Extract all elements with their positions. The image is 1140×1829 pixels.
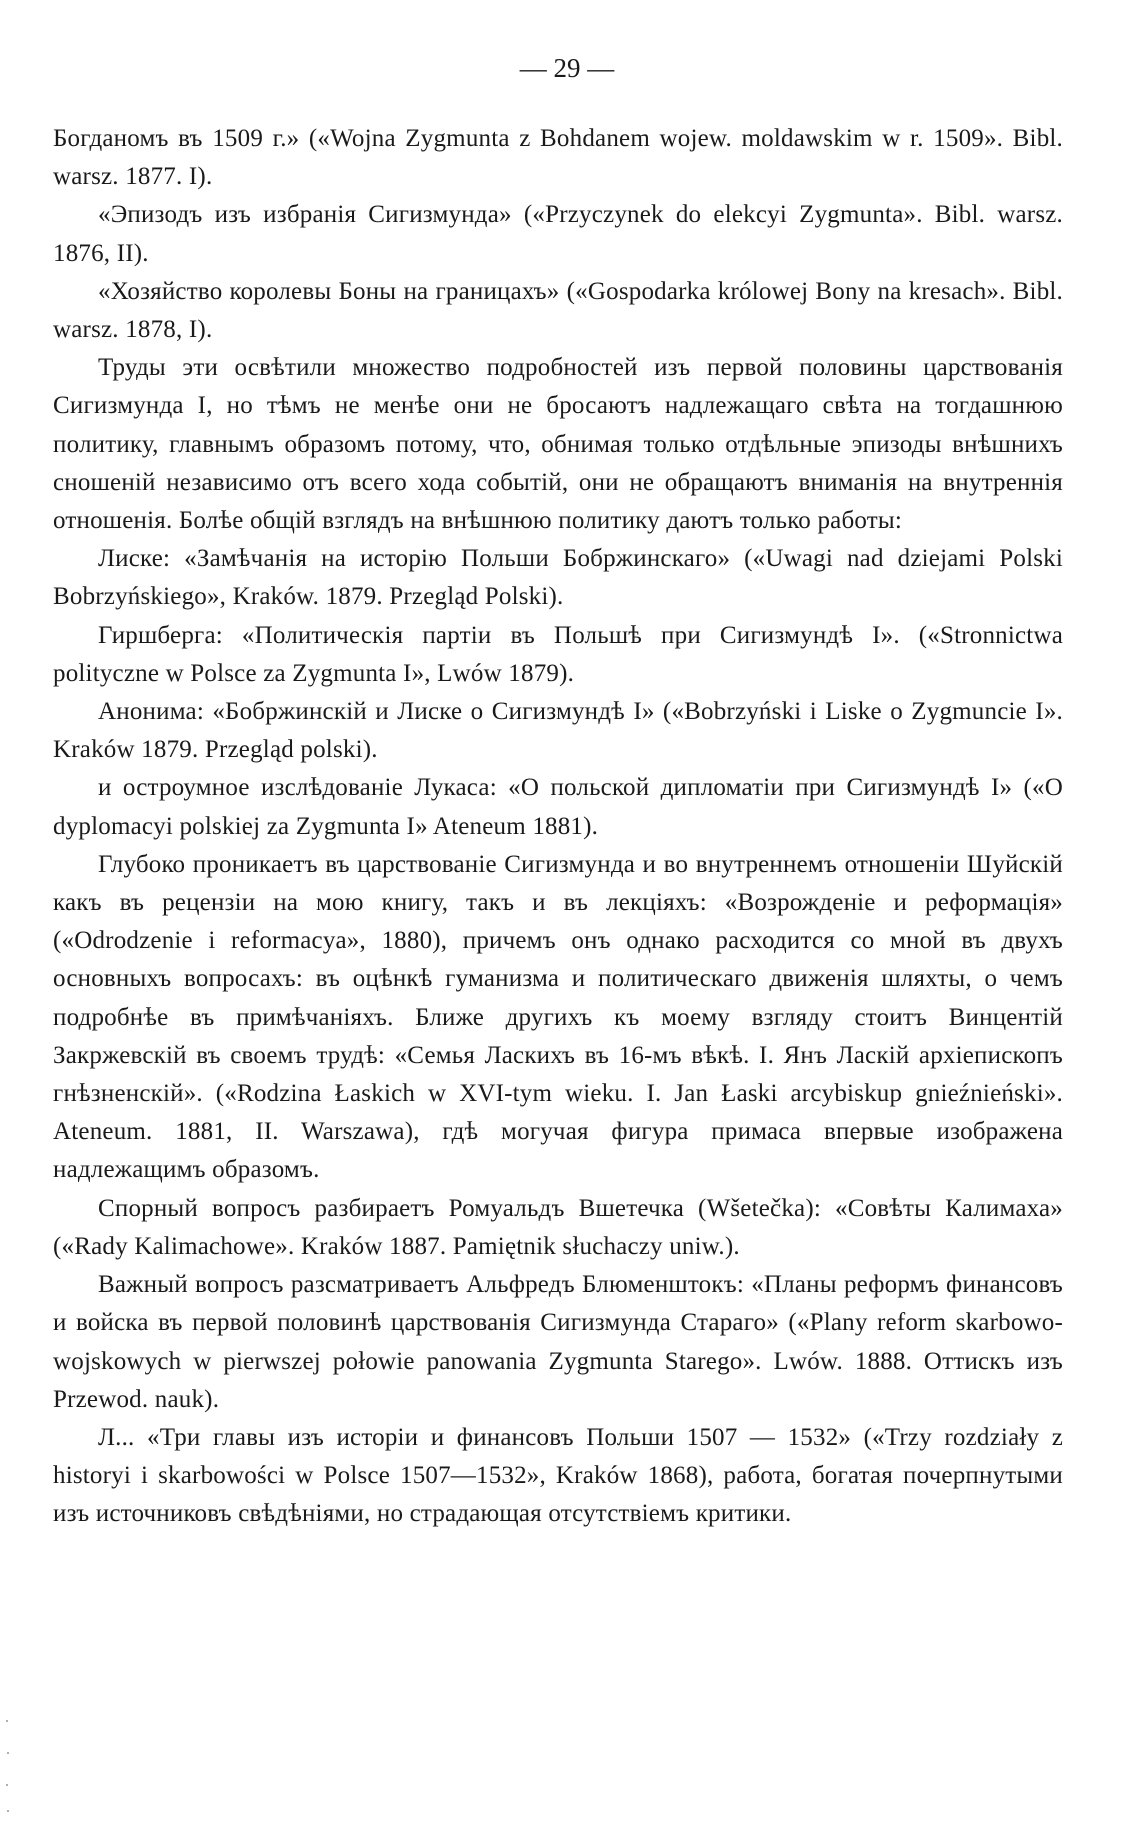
paragraph-3: «Хозяйство королевы Боны на границахъ» («Gospodarka królowej Bony na kresach». Bibl. warsz. 1878, I). [53, 277, 1063, 344]
paragraph-12: Л... «Три главы изъ исторіи и финансовъ Польши 1507 — 1532» («Trzy rozdziały z historyi i skarbowości w Polsce 1507—1532», Kraków 1868), работа, богатая почерпнутыми изъ источниковъ свѣдѣніями, но страдающая отсутствіемъ критики. [53, 1423, 1063, 1528]
speck [6, 1720, 8, 1722]
paragraph-11: Важный вопросъ разсматриваетъ Альфредъ Блюменштокъ: «Планы реформъ финансовъ и войска въ первой половинѣ царствованія Сигизмунда Стараго» («Plany reform skarbowo-wojskowych w pierwszej połowie panowania Zygmunta Starego». Lwów. 1888. Оттискъ изъ Przewod. nauk). [53, 1271, 1063, 1413]
paragraph-5: Лиске: «Замѣчанія на исторію Польши Бобржинскаго» («Uwagi nad dziejami Polski Bobrzyńskiego», Kraków. 1879. Przegląd Polski). [53, 545, 1063, 611]
speck [6, 1784, 8, 1786]
speck [7, 1810, 9, 1812]
scan-specks [6, 1720, 10, 1820]
paragraph-6: Гиршберга: «Политическія партіи въ Польшѣ при Сигизмундѣ I». («Stronnictwa polityczne w Polsce za Zygmunta I», Lwów 1879). [53, 621, 1063, 687]
speck [7, 1752, 9, 1754]
paragraph-7: Анонима: «Бобржинскій и Лиске о Сигизмундѣ I» («Bobrzyński i Liske o Zygmuncie I». Kraków 1879. Przegląd polski). [53, 698, 1063, 764]
paragraph-8: и остроумное изслѣдованіе Лукаса: «О польской дипломатіи при Сигизмундѣ I» («O dyplomacyi polskiej za Zygmunta I» Ateneum 1881). [53, 774, 1063, 840]
paragraph-2: «Эпизодъ изъ избранія Сигизмунда» («Przyczynek do elekcyi Zygmunta». Bibl. warsz. 1876, II). [53, 201, 1063, 267]
paragraph-4: Труды эти освѣтили множество подробностей изъ первой половины царствованія Сигизмунда I, но тѣмъ не менѣе они не бросаютъ надлежащаго свѣта на тогдашнюю политику, главнымъ образомъ потому, что, обнимая только отдѣльные эпизоды внѣшнихъ сношеній независимо отъ всего хода событій, они не обращаютъ вниманія на внутреннія отношенія. Болѣе общій взглядъ на внѣшнюю политику даютъ только работы: [53, 354, 1063, 535]
page-number: — 29 — [519, 53, 615, 83]
paragraph-10: Спорный вопросъ разбираетъ Ромуальдъ Вшетечка (Wšetečka): «Совѣты Калимаха» («Rady Kalimachowe». Kraków 1887. Pamiętnik słuchaczy uniw.). [53, 1194, 1063, 1260]
paragraph-9: Глубоко проникаетъ въ царствованіе Сигизмунда и во внутреннемъ отношеніи Шуйскій какъ въ рецензіи на мою книгу, такъ и въ лекціяхъ: «Возрожденіе и реформація» («Odrodzenie i reformacya», 1880), причемъ онъ однако расходится со мной въ двухъ основныхъ вопросахъ: въ оцѣнкѣ гуманизма и политическаго движенія шляхты, о чемъ подробнѣе въ примѣчаніяхъ. Ближе другихъ къ моему взгляду стоитъ Винцентій Закржевскій въ своемъ трудѣ: «Семья Ласкихъ въ 16-мъ вѣкѣ. I. Янъ Ласкій архіепископъ гнѣзненскій». («Rodzina Łaskich w XVI-tym wieku. I. Jan Łaski arcybiskup gnieźnieński». Ateneum. 1881, II. Warszawa), гдѣ могучая фигура примаса впервые изображена надлежащимъ образомъ. [53, 850, 1063, 1184]
book-page [53, 48, 1063, 1534]
paragraph-1: Богданомъ въ 1509 г.» («Wojna Zygmunta z Bohdanem wojew. moldawskim w r. 1509». Bibl. warsz. 1877. I). [53, 125, 1063, 191]
